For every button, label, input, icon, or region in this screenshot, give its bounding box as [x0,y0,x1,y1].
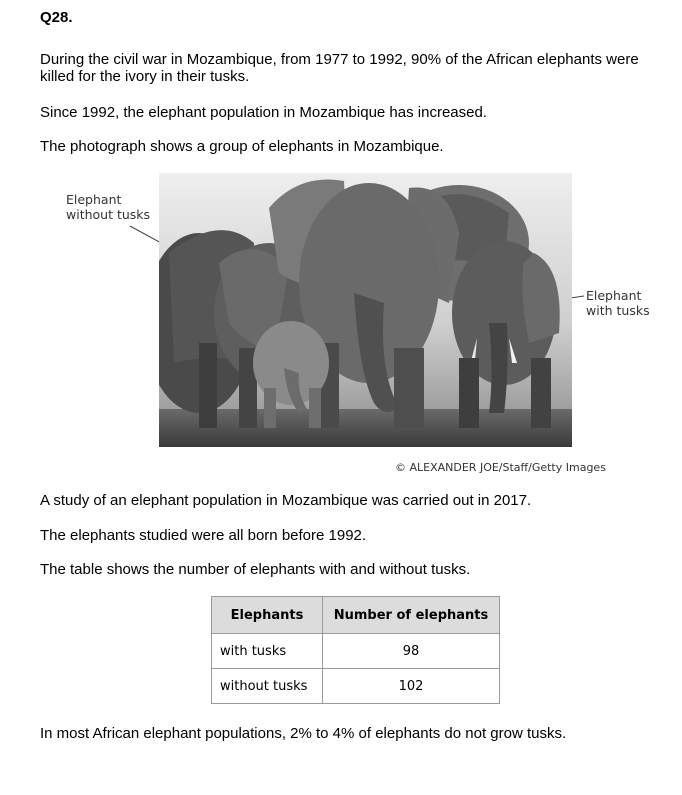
born-before-paragraph: The elephants studied were all born before 1992. [40,527,367,544]
table-cell-category: without tusks [212,669,323,704]
closing-paragraph: In most African elephant populations, 2% to 4% of elephants do not grow tusks. [40,725,567,742]
table-row [212,634,500,669]
study-paragraph: A study of an elephant population in Mozambique was carried out in 2017. [40,492,532,509]
table-header-row [212,597,500,634]
table-cell-count: 102 [323,669,500,704]
photo-credit: © ALEXANDER JOE/Staff/Getty Images [395,461,606,474]
intro-paragraph: During the civil war in Mozambique, from 1977 to 1992, 90% of the African elephants were killed for the ivory in their tusks. [40,51,639,85]
table-row [212,669,500,704]
column-header-elephants: Elephants [212,597,323,634]
table-intro-paragraph: The table shows the number of elephants with and without tusks. [40,561,471,578]
label-elephant-with-tusks: Elephant with tusks [586,288,650,318]
column-header-number: Number of elephants [323,597,500,634]
question-number: Q28. [40,9,73,26]
elephants-photograph [159,173,572,447]
table-cell-count: 98 [323,634,500,669]
population-increase-paragraph: Since 1992, the elephant population in Mozambique has increased. [40,104,487,121]
table-cell-category: with tusks [212,634,323,669]
photo-intro-paragraph: The photograph shows a group of elephants in Mozambique. [40,138,444,155]
label-elephant-without-tusks: Elephant without tusks [66,192,151,222]
elephant-count-table [211,596,500,704]
